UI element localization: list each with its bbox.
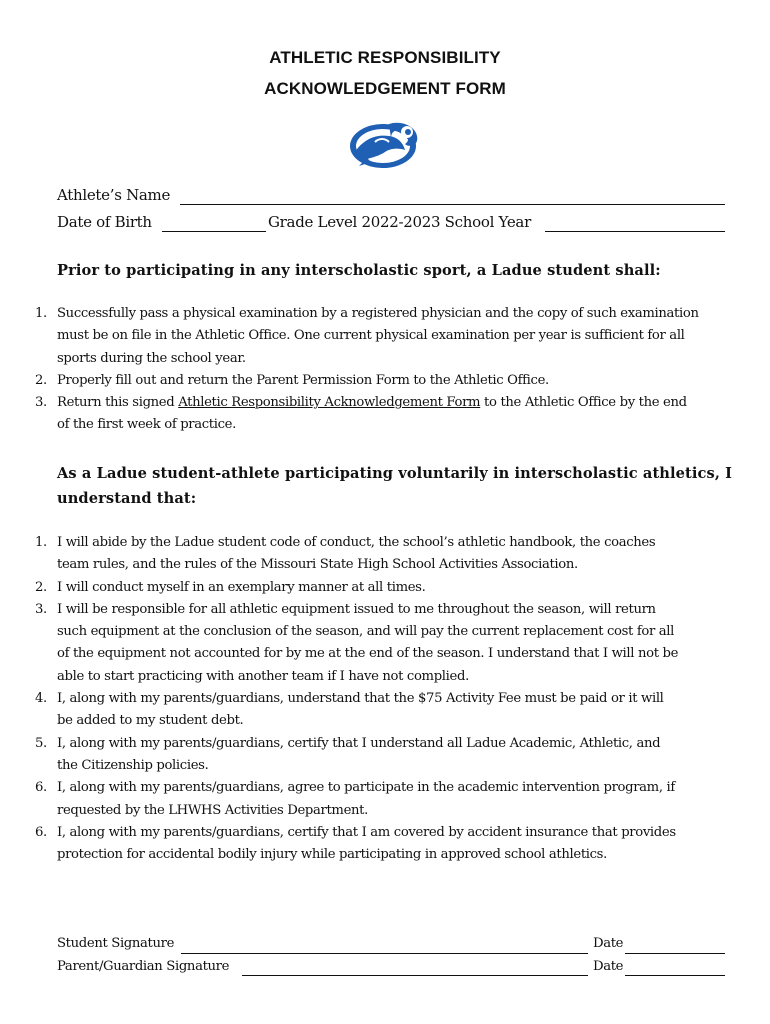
ram-mascot-logo-icon: [345, 118, 423, 172]
parent-signature-field[interactable]: [242, 975, 588, 976]
list-item: [35, 822, 680, 867]
list-item: [35, 599, 680, 688]
section-2-heading-line-2: understand that:: [57, 490, 197, 507]
list-item-text: I, along with my parents/guardians, understand that the $75 Activity Fee must be paid or it will be added to my student debt.: [57, 691, 664, 729]
list-item: [35, 532, 680, 577]
section-2-heading-line-1: As a Ladue student-athlete participating voluntarily in interscholastic athletics, I: [57, 465, 733, 482]
date-of-birth-field[interactable]: [162, 231, 266, 232]
student-date-label: Date: [593, 936, 624, 951]
student-signature-label: Student Signature: [57, 936, 175, 951]
list-item-text: I will be responsible for all athletic equipment issued to me throughout the season, will return such equipment at the conclusion of the season, and will pay the current replacement cost for all of the equipment not accounted for by me at the end of the season. I understand that I will not be able to start practicing with another team if I have not complied.: [57, 601, 679, 684]
list-item-text: Return this signed: [57, 395, 179, 411]
athlete-name-field[interactable]: [180, 204, 725, 205]
list-item-text: I will conduct myself in an exemplary manner at all times.: [57, 579, 426, 595]
section-1-list: [35, 303, 700, 437]
list-item-number: 3.: [35, 601, 47, 617]
list-item-text: I will abide by the Ladue student code of conduct, the school’s athletic handbook, the coaches team rules, and the rules of the Missouri State High School Activities Association.: [57, 535, 656, 573]
list-item-number: 3.: [35, 395, 47, 411]
list-item: [35, 392, 700, 437]
student-date-field[interactable]: [625, 953, 725, 954]
athlete-name-label: Athlete’s Name: [57, 186, 171, 204]
grade-level-label: Grade Level 2022-2023 School Year: [268, 213, 531, 231]
list-item-number: 6.: [35, 780, 47, 796]
parent-signature-label: Parent/Guardian Signature: [57, 959, 230, 974]
list-item-number: 2.: [35, 579, 47, 595]
list-item-text: I, along with my parents/guardians, certify that I understand all Ladue Academic, Athletic, and the Citizenship policies.: [57, 735, 661, 773]
list-item: [35, 688, 680, 733]
parent-date-field[interactable]: [625, 975, 725, 976]
form-name-link[interactable]: Athletic Responsibility Acknowledgement Form: [178, 395, 481, 411]
list-item-number: 1.: [35, 306, 47, 321]
student-signature-field[interactable]: [181, 953, 588, 954]
list-item-number: 2.: [35, 372, 47, 388]
list-item: [35, 777, 680, 822]
list-item: [35, 303, 700, 370]
form-title-line-1: ATHLETIC RESPONSIBILITY: [269, 48, 501, 67]
section-1-heading: Prior to participating in any interscholastic sport, a Ladue student shall:: [57, 262, 661, 279]
list-item-number: 1.: [35, 535, 47, 550]
list-item: [35, 733, 680, 778]
list-item: [35, 370, 700, 392]
list-item-number: 6.: [35, 824, 47, 840]
section-2-heading: [57, 461, 737, 511]
list-item-text: I, along with my parents/guardians, agree to participate in the academic intervention program, if requested by the LHWHS Activities Department.: [57, 780, 675, 818]
form-title-line-2: ACKNOWLEDGEMENT FORM: [264, 79, 506, 98]
grade-level-field[interactable]: [545, 231, 725, 232]
list-item: [35, 577, 680, 599]
list-item-text: to the Athletic Office by the end of the first week of practice.: [57, 395, 687, 433]
list-item-text: Successfully pass a physical examination by a registered physician and the copy of such examination must be on file in the Athletic Office. One current physical examination per year is sufficient for all sports during the school year.: [57, 306, 699, 366]
list-item-text: Properly fill out and return the Parent Permission Form to the Athletic Office.: [57, 372, 549, 388]
section-2-list: [35, 532, 680, 866]
date-of-birth-label: Date of Birth: [57, 213, 152, 231]
parent-date-label: Date: [593, 959, 624, 974]
list-item-text: I, along with my parents/guardians, certify that I am covered by accident insurance that provides protection for accidental bodily injury while participating in approved school athletics.: [57, 824, 676, 863]
list-item-number: 5.: [35, 735, 47, 751]
list-item-number: 4.: [35, 691, 47, 707]
